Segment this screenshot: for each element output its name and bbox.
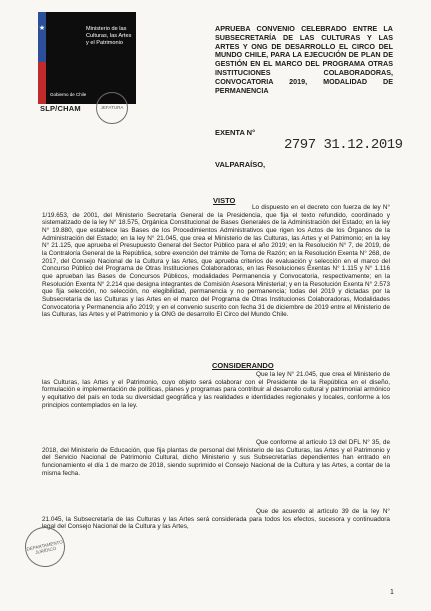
flag-red-bar (38, 62, 46, 104)
page-number: 1 (390, 589, 394, 596)
office-code: SLP/CHAM (40, 104, 81, 113)
visto-text: Lo dispuesto en el decreto con fuerza de ley N° 1/19.653, de 2001, del Ministerio Secretaría General de la Presidencia, que fija el texto refundido, coordinado y sistematizado de la ley N° 18.575, Orgánica Constitucional de Bases Generales de la Administración del Estado; en la ley N° 19.880, que establece las Bases de los Procedimientos Administrativos que rigen los Actos de los Órganos de la Administración del Estado; en la ley N° 21.045, que crea el Ministerio de las Culturas, las Artes y el Patrimonio; en la ley N° 21.125, que aprueba el Presupuesto General del Sector Público para el año 2019; en la Resolución N° 7, de 2019, de la Contraloría General de la República, sobre exención del trámite de Toma de Razón; en la Resolución Exenta N° 268, de 2017, del Consejo Nacional de la Cultura y las Artes, que aprueba criterios de evaluación y selección en el marco del Concurso Público del Programa de Otras Instituciones Colaboradoras, en las Resoluciones Exentas N° 1.115 y N° 1.116 que aprueban las Bases de Concursos Públicos, modalidades Permanencia y Convocatoria, respectivamente; en la Resolución Exenta N° 2.214 que designa integrantes de Comisión Asesora Ministerial; y en la Resolución Exenta N° 2.573 que fija selección, no selección, no elegibilidad, permanencia y no permanencia; todas del 2019 y dictadas por la Subsecretaría de las Culturas y las Artes en el marco del Programa de Otras Instituciones Colaboradoras, Modalidades Convocatoria y Permanencia año 2019; y en el convenio suscrito con fecha 31 de diciembre de 2019 entre el Ministerio de las Culturas, las Artes y el Patrimonio y la ONG de desarrollo El Circo del Mundo Chile. (42, 204, 390, 319)
ministry-name: Ministerio de las Culturas, las Artes y el Patrimonio (86, 26, 132, 46)
considerando-paragraph-3: Que de acuerdo al artículo 39 de la ley N° 21.045, la Subsecretaría de las Culturas y las Artes será considerada para todos los efectos, sucesora y continuadora legal del Consejo Nacional de la Cultura y las Artes, (42, 508, 390, 531)
exenta-label: EXENTA N° (215, 128, 256, 137)
considerando-heading: CONSIDERANDO (212, 361, 274, 370)
considerando-paragraph-2: Que conforme al artículo 13 del DFL N° 35, de 2018, del Ministerio de Educación, que fija plantas de personal del Ministerio de las Culturas, las Artes y el Patrimonio y del Servicio Nacional de Patrimonio Cultural, dicho Ministerio y sus Subsecretarías dependientes han entrado en funcionamiento el día 1 de marzo de 2018, siendo suprimido el Consejo Nacional de la Cultura y las Artes, a contar de la misma fecha. (42, 439, 390, 477)
visto-heading: VISTO (213, 196, 236, 205)
ministry-logo (38, 12, 136, 104)
document-heading: APRUEBA CONVENIO CELEBRADO ENTRE LA SUBSECRETARÍA DE LAS CULTURAS Y LAS ARTES Y ONG DE DESARROLLO EL CIRCO DEL MUNDO CHILE, PARA LA EJECUCIÓN DE PLAN DE GESTIÓN EN EL MARCO DEL PROGRAMA OTRAS INSTITUCIONES COLABORADORAS, CONVOCATORIA 2019, MODALIDAD DE PERMANENCIA (215, 24, 393, 95)
place-label: VALPARAÍSO, (215, 160, 266, 169)
resolution-number: 2797 31.12.2019 (284, 137, 403, 153)
official-stamp-top (96, 92, 128, 124)
flag-star-icon: ★ (38, 24, 46, 32)
government-text: Gobierno de Chile (50, 92, 87, 97)
stamp-top-text: JEFATURA (100, 105, 124, 110)
considerando-paragraph-1: Que la ley N° 21.045, que crea el Ministerio de las Culturas, las Artes y el Patrimonio, cuyo objeto será colaborar con el Presidente de la República en el diseño, formulación e implementación de políticas, planes y programas para contribuir al desarrollo cultural y patrimonial armónico y equitativo del país en toda su diversidad geográfica y las realidades e identidades regionales y locales, conforme a los principios contemplados en la ley. (42, 371, 390, 409)
flag-blue-bar (38, 12, 46, 62)
stamp-bottom-text: DEPARTAMENTO JURÍDICO (26, 539, 64, 556)
